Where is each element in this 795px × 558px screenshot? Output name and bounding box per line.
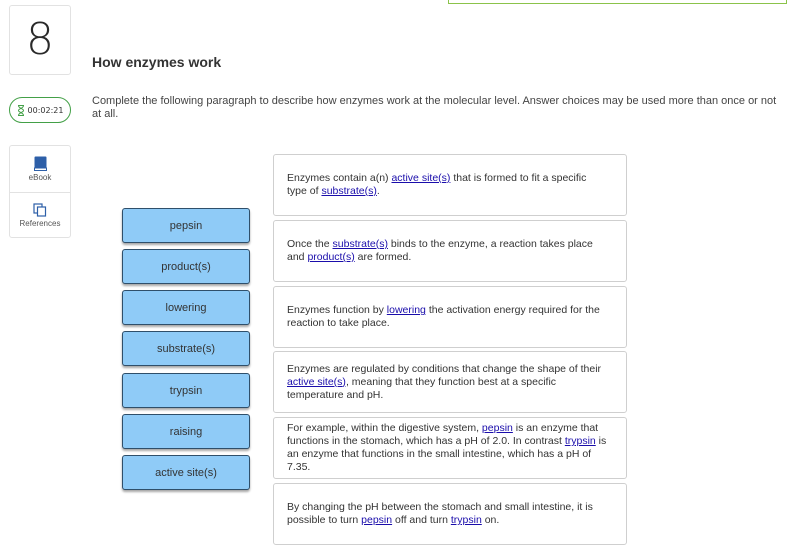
sentence-text: Enzymes function by (287, 304, 387, 316)
sentence-box-5 (273, 417, 627, 479)
tools-panel (9, 145, 71, 238)
question-title: How enzymes work (92, 54, 222, 70)
question-number: 8 (26, 14, 54, 65)
sentence-text: the activation energy required for the reaction to take place. (287, 304, 600, 329)
sentence-box-4 (273, 351, 627, 413)
choice-substrates[interactable]: substrate(s) (122, 331, 250, 366)
choice-raising[interactable]: raising (122, 414, 250, 449)
question-number-box (9, 5, 71, 75)
sentence-text: off and turn (392, 514, 451, 526)
sentence-text: , meaning that they function best at a specific temperature and pH. (287, 375, 557, 401)
sentence-box-6 (273, 483, 627, 545)
sentence-text: that is formed to fit a specific type of (287, 172, 587, 197)
answer-blank[interactable]: lowering (386, 304, 426, 316)
sentence-box-2 (273, 220, 627, 282)
sentence-text: Enzymes contain a(n) (287, 172, 392, 184)
answer-blank[interactable]: product(s) (307, 251, 355, 263)
ebook-button[interactable] (10, 146, 70, 192)
sentence-text: is an enzyme that functions in the small intestine, which has a pH of 7.35. (287, 435, 607, 473)
sentence-box-1 (273, 154, 627, 216)
sentence-text: are formed. (354, 251, 412, 263)
answer-blank[interactable]: substrate(s) (332, 238, 388, 250)
answer-blank[interactable]: pepsin (361, 514, 393, 526)
references-label: References (19, 219, 61, 228)
sentence-text: Once the (287, 238, 333, 250)
timer-badge (9, 97, 71, 123)
hourglass-icon (17, 105, 25, 116)
answer-blank[interactable]: active site(s) (287, 375, 346, 388)
sentence-text: By changing the pH between the stomach and small intestine, it is possible to turn (287, 501, 593, 526)
question-instructions: Complete the following paragraph to describe how enzymes work at the molecular level. Answer choices may be used more than once or not at all. (92, 95, 777, 120)
references-button[interactable] (10, 192, 70, 238)
timer-value: 00:02:21 (27, 105, 64, 115)
sentence-text: on. (481, 514, 500, 526)
choice-products[interactable]: product(s) (122, 249, 250, 284)
sentence-text: Enzymes are regulated by conditions that change the shape of their (287, 362, 602, 375)
ebook-label: eBook (28, 173, 52, 182)
sentence-text: . (376, 185, 380, 197)
answer-blank[interactable]: trypsin (564, 435, 596, 447)
sentence-text: For example, within the digestive system, (287, 422, 482, 434)
choice-trypsin[interactable]: trypsin (122, 373, 250, 408)
choice-pepsin[interactable]: pepsin (122, 208, 250, 243)
sentence-text: is an enzyme that functions in the stomach, which has a pH of 2.0. In contrast (287, 422, 599, 447)
answer-blank[interactable]: pepsin (481, 422, 513, 434)
top-status-banner (448, 0, 787, 4)
book-icon (34, 156, 47, 171)
sentence-text: binds to the enzyme, a reaction takes place and (287, 238, 593, 263)
answer-blank[interactable]: active site(s) (391, 172, 451, 184)
choice-active-sites[interactable]: active site(s) (122, 455, 250, 490)
sentence-box-3 (273, 286, 627, 348)
choice-lowering[interactable]: lowering (122, 290, 250, 325)
answer-blank[interactable]: trypsin (450, 514, 482, 526)
answer-blank[interactable]: substrate(s) (321, 185, 377, 197)
copy-icon (33, 203, 47, 217)
